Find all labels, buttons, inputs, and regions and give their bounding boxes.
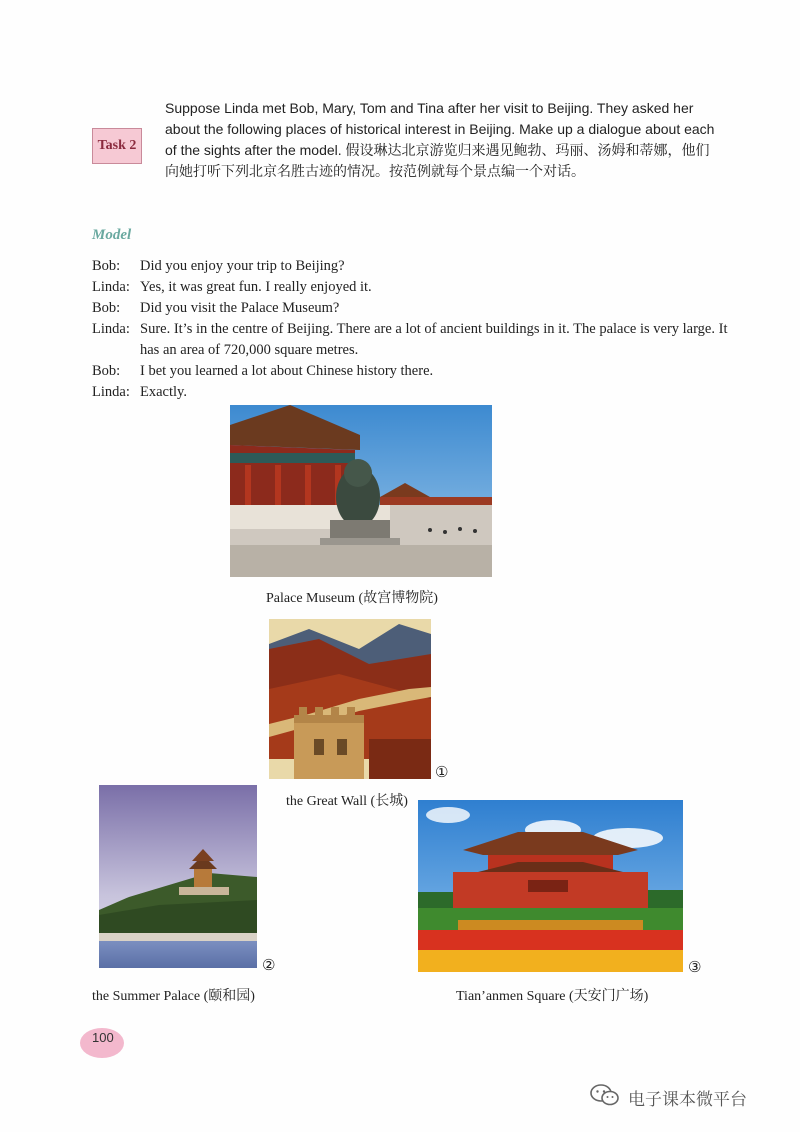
utterance: Yes, it was great fun. I really enjoyed it. [140, 279, 372, 295]
dialogue-line [92, 382, 732, 403]
tiananmen-caption: Tian’anmen Square (天安门广场) [456, 989, 649, 1004]
speaker: Linda: [92, 279, 130, 295]
speaker: Bob: [92, 363, 121, 379]
tiananmen-photo [418, 800, 683, 972]
speaker: Bob: [92, 300, 121, 316]
dialogue-line [92, 256, 732, 277]
dialogue-line [92, 361, 732, 382]
palace-museum-photo [230, 405, 492, 577]
utterance: Did you visit the Palace Museum? [140, 300, 340, 316]
great-wall-caption: the Great Wall (长城) [286, 794, 408, 809]
great-wall-photo [269, 619, 431, 779]
summer-palace-caption: the Summer Palace (颐和园) [92, 989, 255, 1004]
utterance: Exactly. [140, 384, 187, 400]
dialogue-line [92, 319, 732, 361]
speaker: Linda: [92, 321, 130, 337]
photo-number-3: ③ [688, 958, 702, 976]
utterance: Did you enjoy your trip to Beijing? [140, 258, 345, 274]
utterance: I bet you learned a lot about Chinese history there. [140, 363, 434, 379]
summer-palace-photo [99, 785, 257, 968]
dialogue-line [92, 277, 732, 298]
model-heading: Model [92, 227, 132, 243]
task-badge: Task 2 [92, 128, 142, 164]
utterance: Sure. It’s in the centre of Beijing. There are a lot of ancient buildings in it. The palace is very large. It has an area of 720,000 square metres. [140, 321, 728, 358]
watermark-text: 电子课本微平台 [628, 1090, 747, 1110]
dialogue-line [92, 298, 732, 319]
speaker: Linda: [92, 384, 130, 400]
task-instructions: Suppose Linda met Bob, Mary, Tom and Tina after her visit to Beijing. They asked her about the following places of historical interest in Beijing. Make up a dialogue about each of the sights after the model. 假设琳达北京游览归来遇见鲍勃、玛丽、汤姆和蒂娜，他们向她打听下列北京名胜古迹的情况。按范例就每个景点编一个对话。 [165, 100, 715, 179]
palace-museum-caption: Palace Museum (故宫博物院) [266, 591, 438, 606]
page-number: 100 [92, 1030, 114, 1045]
speaker: Bob: [92, 258, 121, 274]
photo-number-1: ① [435, 763, 449, 781]
watermark [590, 1084, 747, 1111]
photo-number-2: ② [262, 956, 276, 974]
wechat-icon [590, 1084, 620, 1111]
model-dialogue [92, 256, 732, 403]
